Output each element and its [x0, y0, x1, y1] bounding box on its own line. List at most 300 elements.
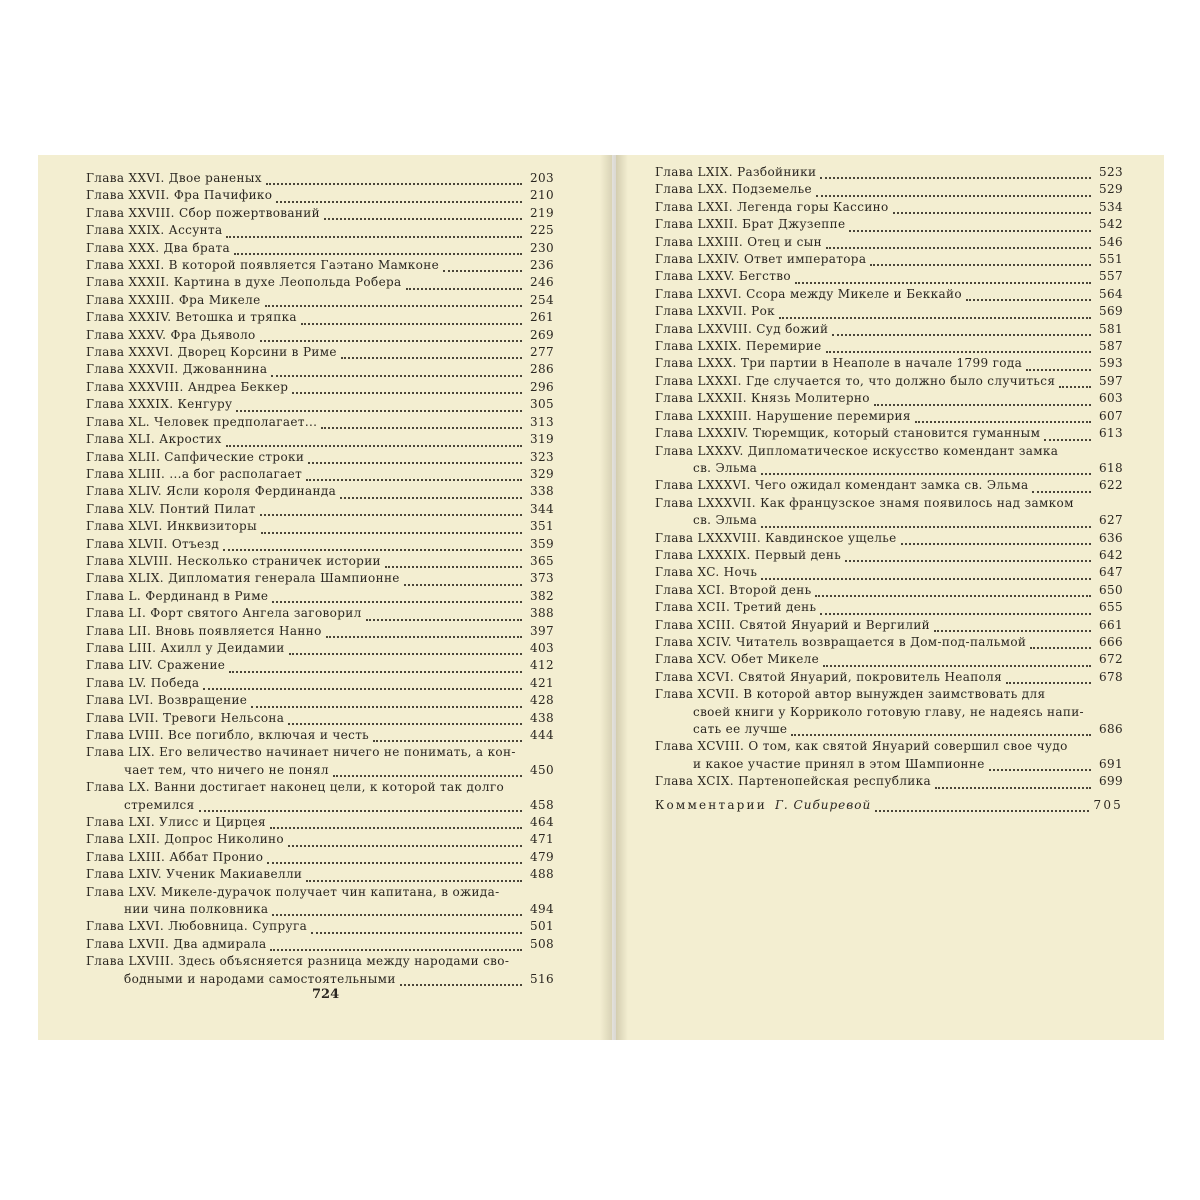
toc-entry [86, 501, 554, 518]
toc-entry [655, 338, 1123, 355]
leader-dots [203, 687, 522, 690]
toc-entry [655, 564, 1123, 581]
leader-dots [373, 739, 522, 742]
toc-entry-title: Глава LXIII. Аббат Пронио [86, 849, 264, 864]
toc-entry [655, 321, 1123, 338]
toc-entry-title: Глава XXXIX. Кенгуру [86, 397, 233, 412]
toc-entry [86, 361, 554, 378]
leader-dots [270, 826, 522, 829]
toc-entry [86, 327, 554, 344]
toc-entry-title: Глава XXXIV. Ветошка и тряпка [86, 310, 297, 325]
toc-entry [86, 274, 554, 291]
leader-dots [1059, 385, 1091, 388]
toc-entry-multiline [86, 953, 554, 988]
toc-entry [86, 379, 554, 396]
toc-entry [655, 669, 1123, 686]
toc-entry-page: 523 [1099, 165, 1123, 179]
toc-entry-title: Глава LXXXI. Где случается то, что должно было случиться [655, 373, 1056, 388]
toc-entry-page: 219 [530, 205, 554, 220]
toc-entry [86, 536, 554, 553]
toc-entry [86, 866, 554, 883]
toc-entry-title-line: своей книги у Корриколо готовую главу, не надеясь напи- [693, 704, 1084, 719]
toc-entry-title-line: Глава LXXXVII. Как французское знамя появилось над замком [655, 495, 1074, 510]
toc-entry-title-line: св. Эльма [693, 460, 758, 475]
leader-dots [875, 809, 1089, 812]
toc-entry-multiline [86, 779, 554, 814]
toc-entry-page: 542 [1099, 217, 1123, 232]
toc-entry-title: Глава XCIII. Святой Януарий и Вергилий [655, 617, 931, 632]
leader-dots [1032, 490, 1091, 493]
toc-entry-page: 655 [1099, 600, 1123, 615]
toc-entry [86, 257, 554, 274]
toc-entry [86, 570, 554, 587]
toc-entry-title: Глава LXVI. Любовница. Супруга [86, 919, 308, 934]
leader-dots [267, 861, 522, 864]
toc-entry [655, 268, 1123, 285]
toc-entry-title: Глава XLVI. Инквизиторы [86, 519, 257, 534]
toc-entry [86, 292, 554, 309]
toc-entry-page: 225 [530, 223, 554, 238]
toc-entry [655, 355, 1123, 372]
toc-entry-multiline [655, 686, 1123, 738]
leader-dots [340, 496, 522, 499]
toc-entry-title-line: и какое участие принял в этом Шампионне [693, 756, 985, 771]
toc-entry [86, 414, 554, 431]
toc-entry [655, 164, 1123, 181]
toc-entry-page: 551 [1099, 252, 1123, 267]
toc-entry [86, 831, 554, 848]
toc-entry-title-line: нии чина полковника [124, 902, 269, 917]
toc-entry-title: Глава LXXXVI. Чего ожидал комендант замка св. Эльма [655, 478, 1029, 493]
toc-entry-title: Глава XCI. Второй день [655, 582, 812, 597]
toc-entry-title-line: чает тем, что ничего не понял [124, 762, 329, 777]
toc-entry-page: 607 [1099, 408, 1123, 423]
toc-entry-title: Глава XXXVII. Джованнина [86, 362, 268, 377]
toc-entry-title: Глава LXXI. Легенда горы Кассино [655, 199, 889, 214]
toc-entry-title: Глава LV. Победа [86, 675, 200, 690]
toc-entry-title: Глава XXIX. Ассунта [86, 223, 223, 238]
toc-entry-page: 305 [530, 397, 554, 412]
toc-entry-page: 344 [530, 501, 554, 516]
toc-entry [86, 849, 554, 866]
toc-entry-page: 313 [530, 414, 554, 429]
leader-dots [934, 629, 1091, 632]
toc-entry-page: 546 [1099, 234, 1123, 249]
toc-entry-multiline [655, 443, 1123, 478]
toc-entry-page: 359 [530, 536, 554, 551]
toc-entry-page: 403 [530, 640, 554, 655]
leader-dots [289, 652, 522, 655]
leader-dots [404, 583, 522, 586]
toc-entry-title: Глава LXXV. Бегство [655, 269, 791, 284]
leader-dots [260, 513, 522, 516]
toc-left [86, 170, 554, 988]
toc-entry-page: 479 [530, 849, 554, 864]
toc-entry-page: 593 [1099, 356, 1123, 371]
toc-entry-page: 501 [530, 919, 554, 934]
leader-dots [761, 577, 1091, 580]
toc-entry [655, 651, 1123, 668]
leader-dots [270, 948, 522, 951]
leader-dots [826, 246, 1091, 249]
toc-entry [655, 773, 1123, 790]
toc-entry-title: Глава XLI. Акростих [86, 432, 222, 447]
leader-dots [870, 263, 1091, 266]
toc-entry-title: Глава LII. Вновь появляется Нанно [86, 623, 322, 638]
leader-dots [901, 542, 1091, 545]
toc-entry [86, 710, 554, 727]
toc-entry-title: Глава LI. Форт святого Ангела заговорил [86, 606, 362, 621]
toc-entry-title-line: св. Эльма [693, 513, 758, 528]
toc-entry-page: 672 [1099, 652, 1123, 667]
leader-dots [292, 391, 522, 394]
toc-entry [655, 251, 1123, 268]
toc-entry [86, 431, 554, 448]
toc-entry [86, 466, 554, 483]
toc-entry-page: 488 [530, 867, 554, 882]
leader-dots [400, 983, 522, 986]
toc-entry-last-line [655, 756, 1123, 773]
leader-dots [874, 403, 1091, 406]
toc-entry-page: 412 [530, 658, 554, 673]
toc-entry-page: 627 [1099, 513, 1123, 528]
toc-entry-page: 686 [1099, 722, 1123, 736]
toc-entry [655, 547, 1123, 564]
toc-entry [86, 396, 554, 413]
toc-entry-page: 203 [530, 171, 554, 185]
toc-entry-title: Глава LVII. Тревоги Нельсона [86, 710, 285, 725]
leader-dots [832, 333, 1091, 336]
toc-entry-title-line: сать ее лучше [693, 722, 788, 736]
toc-entry-title: Глава XXVI. Двое раненых [86, 171, 262, 185]
toc-entry-title: Глава L. Фердинанд в Риме [86, 588, 269, 603]
leader-dots [935, 786, 1091, 789]
toc-entry [655, 199, 1123, 216]
toc-entry-page: 613 [1099, 426, 1123, 441]
toc-entry [86, 187, 554, 204]
toc-entry-title: Глава LXII. Допрос Николино [86, 832, 284, 847]
toc-entry-title-line: Глава LX. Ванни достигает наконец цели, к которой так долго [86, 780, 505, 795]
leader-dots [260, 339, 522, 342]
leader-dots [324, 217, 522, 220]
leader-dots [795, 281, 1091, 284]
toc-entry-title: Глава LXXII. Брат Джузеппе [655, 217, 846, 232]
toc-entry-title: Глава LVI. Возвращение [86, 693, 248, 708]
toc-entry [86, 918, 554, 935]
toc-entry [86, 309, 554, 326]
toc-entry-last-line [86, 797, 554, 814]
toc-entry [86, 170, 554, 187]
toc-entry [86, 675, 554, 692]
toc-entry [86, 240, 554, 257]
toc-entry-page: 508 [530, 936, 554, 951]
toc-entry-title-line: Глава XCVII. В которой автор вынужден заимствовать для [655, 687, 1046, 702]
toc-entry [655, 234, 1123, 251]
toc-entry-page: 246 [530, 275, 554, 290]
toc-entry-page: 661 [1099, 617, 1123, 632]
leader-dots [234, 252, 522, 255]
leader-dots [989, 768, 1091, 771]
toc-entry-title: Глава LXXXIX. Первый день [655, 547, 842, 562]
toc-entry-page: 678 [1099, 669, 1123, 684]
toc-entry [86, 553, 554, 570]
toc-entry-title: Глава LXXXVIII. Кавдинское ущелье [655, 530, 897, 545]
toc-entry [655, 373, 1123, 390]
toc-entry-title: Глава LXIV. Ученик Макиавелли [86, 867, 303, 882]
toc-entry-page: 365 [530, 553, 554, 568]
leader-dots [823, 664, 1091, 667]
toc-entry-title: Глава XLIX. Дипломатия генерала Шампионне [86, 571, 400, 586]
toc-entry-title: Глава XXXVIII. Андреа Беккер [86, 379, 289, 394]
toc-entry-title-line: стремился [124, 797, 195, 812]
leader-dots [816, 194, 1091, 197]
toc-entry-page: 597 [1099, 373, 1123, 388]
toc-entry-page: 636 [1099, 530, 1123, 545]
toc-entry-multiline [86, 744, 554, 779]
toc-entry-page: 338 [530, 484, 554, 499]
leader-dots [308, 461, 522, 464]
page-number: 724 [312, 987, 340, 1002]
toc-entry-page: 261 [530, 310, 554, 325]
leader-dots [385, 565, 522, 568]
leader-dots [306, 879, 522, 882]
leader-dots [226, 235, 522, 238]
toc-entry [86, 518, 554, 535]
toc-entry-page: 286 [530, 362, 554, 377]
toc-entry [86, 657, 554, 674]
toc-entry-title: Глава XXXVI. Дворец Корсини в Риме [86, 345, 337, 360]
toc-entry-title-line: Глава LXV. Микеле-дурачок получает чин капитана, в ожида- [86, 884, 500, 899]
toc-entry-page: 587 [1099, 339, 1123, 354]
leader-dots [1006, 681, 1091, 684]
toc-entry-title: Глава XXX. Два брата [86, 240, 231, 255]
toc-entry [655, 216, 1123, 233]
toc-entry-title: Глава LXXXIV. Тюремщик, который становится гуманным [655, 426, 1041, 441]
toc-entry [655, 617, 1123, 634]
toc-entry-page: 210 [530, 188, 554, 203]
toc-entry-page: 529 [1099, 182, 1123, 197]
toc-entry-title: Глава XXXII. Картина в духе Леопольда Робера [86, 275, 402, 290]
toc-entry-page: 691 [1099, 756, 1123, 771]
commentary-page: 705 [1093, 797, 1123, 812]
leader-dots [288, 722, 522, 725]
toc-entry-page: 319 [530, 432, 554, 447]
toc-entry-title: Глава XL. Человек предполагает... [86, 414, 318, 429]
toc-entry-title: Глава XLIII. ...а бог располагает [86, 466, 303, 481]
toc-entry-page: 388 [530, 606, 554, 621]
toc-entry-page: 516 [530, 971, 554, 986]
leader-dots [321, 426, 522, 429]
toc-entry-page: 296 [530, 379, 554, 394]
toc-entry-title-line: Глава LXVIII. Здесь объясняется разница между народами сво- [86, 954, 510, 969]
toc-entry-page: 622 [1099, 478, 1123, 493]
leader-dots [311, 931, 522, 934]
leader-dots [826, 350, 1091, 353]
leader-dots [199, 809, 522, 812]
leader-dots [761, 472, 1091, 475]
leader-dots [1044, 438, 1091, 441]
toc-entry-page: 444 [530, 728, 554, 742]
toc-entry-page: 557 [1099, 269, 1123, 284]
toc-entry [655, 303, 1123, 320]
leader-dots [761, 525, 1091, 528]
toc-entry-page: 254 [530, 292, 554, 307]
leader-dots [341, 356, 522, 359]
toc-entry-page: 603 [1099, 391, 1123, 406]
toc-entry [655, 477, 1123, 494]
leader-dots [276, 200, 522, 203]
leader-dots [849, 229, 1091, 232]
leader-dots [229, 670, 522, 673]
toc-entry [655, 425, 1123, 442]
toc-entry-title-line: Глава LXXXV. Дипломатическое искусство комендант замка [655, 443, 1059, 458]
toc-entry-page: 438 [530, 710, 554, 725]
toc-entry-title: Глава LXX. Подземелье [655, 182, 812, 197]
toc-entry-title: Глава XLIV. Ясли короля Фердинанда [86, 484, 337, 499]
toc-entry-title: Глава XXVIII. Сбор пожертвований [86, 205, 320, 220]
leader-dots [301, 322, 522, 325]
toc-entry-title: Глава LIII. Ахилл у Деидамии [86, 640, 285, 655]
toc-entry-page: 351 [530, 519, 554, 534]
toc-entry-title: Глава LXXVIII. Суд божий [655, 321, 829, 336]
toc-entry [86, 222, 554, 239]
toc-entry-page: 373 [530, 571, 554, 586]
toc-entry-title: Глава LXXIII. Отец и сын [655, 234, 822, 249]
toc-entry-page: 569 [1099, 304, 1123, 319]
toc-entry-page: 397 [530, 623, 554, 638]
toc-entry-title: Глава XXVII. Фра Пачифико [86, 188, 273, 203]
leader-dots [915, 420, 1091, 423]
leader-dots [406, 287, 522, 290]
leader-dots [443, 269, 522, 272]
toc-entry-title: Глава XXXI. В которой появляется Гаэтано Мамконе [86, 258, 440, 273]
toc-entry-title: Глава LXXVI. Ссора между Микеле и Беккайо [655, 286, 962, 301]
toc-entry-page: 323 [530, 449, 554, 464]
toc-entry-page: 471 [530, 832, 554, 847]
toc-entry-title-line: Глава XCVIII. О том, как святой Януарий совершил свое чудо [655, 739, 1068, 754]
toc-entry [86, 588, 554, 605]
toc-entry-page: 236 [530, 258, 554, 273]
toc-entry-multiline [86, 884, 554, 919]
leader-dots [306, 478, 522, 481]
toc-entry-title: Глава LXXX. Три партии в Неаполе в начале 1799 года [655, 356, 1023, 371]
toc-entry [86, 344, 554, 361]
toc-entry [86, 727, 554, 744]
toc-entry [86, 692, 554, 709]
toc-entry [655, 181, 1123, 198]
toc-entry-title: Глава XCV. Обет Микеле [655, 652, 820, 667]
toc-entry-title: Глава LXVII. Два адмирала [86, 936, 267, 951]
toc-entry-page: 534 [1099, 199, 1123, 214]
toc-entry-page: 642 [1099, 547, 1123, 562]
toc-entry-page: 647 [1099, 565, 1123, 580]
toc-entry-last-line [655, 460, 1123, 477]
toc-right [655, 164, 1123, 814]
toc-entry-title: Глава XLV. Понтий Пилат [86, 501, 256, 516]
toc-entry [86, 640, 554, 657]
toc-entry-title: Глава XCIV. Читатель возвращается в Дом-под-пальмой [655, 634, 1027, 649]
toc-entry [86, 623, 554, 640]
toc-entry-last-line [86, 971, 554, 988]
leader-dots [815, 594, 1091, 597]
leader-dots [820, 176, 1091, 179]
leader-dots [226, 444, 522, 447]
toc-entry-last-line [655, 721, 1123, 738]
toc-entry-title: Глава XC. Ночь [655, 565, 758, 580]
toc-entry-page: 581 [1099, 321, 1123, 336]
leader-dots [266, 182, 522, 185]
leader-dots [288, 844, 522, 847]
toc-entry-last-line [655, 512, 1123, 529]
toc-entry [655, 599, 1123, 616]
toc-entry-page: 666 [1099, 634, 1123, 649]
toc-entry [655, 408, 1123, 425]
toc-entry-page: 269 [530, 327, 554, 342]
toc-entry-page: 564 [1099, 286, 1123, 301]
leader-dots [893, 211, 1091, 214]
toc-entry [655, 390, 1123, 407]
toc-entry-title: Глава LXXIX. Перемирие [655, 339, 822, 354]
toc-entry [86, 205, 554, 222]
toc-entry-title: Глава XLVII. Отъезд [86, 536, 220, 551]
leader-dots [820, 612, 1091, 615]
toc-entry-title: Глава LXXXIII. Нарушение перемирия [655, 408, 911, 423]
leader-dots [1030, 646, 1091, 649]
leader-dots [261, 531, 522, 534]
leader-dots [326, 635, 522, 638]
toc-entry [655, 530, 1123, 547]
toc-entry-page: 699 [1099, 774, 1123, 789]
leader-dots [791, 733, 1091, 736]
toc-commentary [655, 797, 1123, 814]
toc-entry [86, 936, 554, 953]
leader-dots [845, 559, 1091, 562]
toc-entry-page: 464 [530, 815, 554, 830]
toc-entry-title-line: Глава LIX. Его величество начинает ничего не понимать, а кон- [86, 745, 516, 760]
leader-dots [251, 705, 522, 708]
toc-entry-title: Глава LXI. Улисс и Цирцея [86, 815, 266, 830]
toc-entry-title: Глава XXXV. Фра Дьяволо [86, 327, 256, 342]
toc-entry [86, 605, 554, 622]
toc-entry-title: Глава XLVIII. Несколько страничек истории [86, 553, 381, 568]
toc-entry-title: Глава XCIX. Партенопейская республика [655, 774, 932, 789]
toc-entry-page: 650 [1099, 582, 1123, 597]
toc-entry [86, 449, 554, 466]
toc-entry-page: 230 [530, 240, 554, 255]
toc-entry-page: 458 [530, 797, 554, 812]
toc-entry-multiline [655, 738, 1123, 773]
leader-dots [271, 374, 522, 377]
leader-dots [272, 913, 522, 916]
toc-entry-page: 277 [530, 345, 554, 360]
toc-entry-page: 428 [530, 693, 554, 708]
leader-dots [236, 409, 522, 412]
toc-entry-title: Глава XCVI. Святой Януарий, покровитель Неаполя [655, 669, 1003, 684]
toc-entry-title: Глава LXXIV. Ответ императора [655, 252, 867, 267]
toc-entry-page: 494 [530, 902, 554, 917]
toc-entry-title-line: бодными и народами самостоятельными [124, 971, 396, 986]
toc-entry [86, 814, 554, 831]
toc-entry-title: Глава XXXIII. Фра Микеле [86, 292, 261, 307]
leader-dots [272, 600, 522, 603]
toc-entry-title: Глава LXXVII. Рок [655, 304, 776, 319]
toc-entry-last-line [86, 901, 554, 918]
toc-entry-title: Глава XLII. Сапфические строки [86, 449, 305, 464]
toc-entry-title: Глава LVIII. Все погибло, включая и честь [86, 728, 370, 742]
leader-dots [223, 548, 522, 551]
leader-dots [265, 304, 522, 307]
toc-entry-title: Глава LXIX. Разбойники [655, 165, 817, 179]
